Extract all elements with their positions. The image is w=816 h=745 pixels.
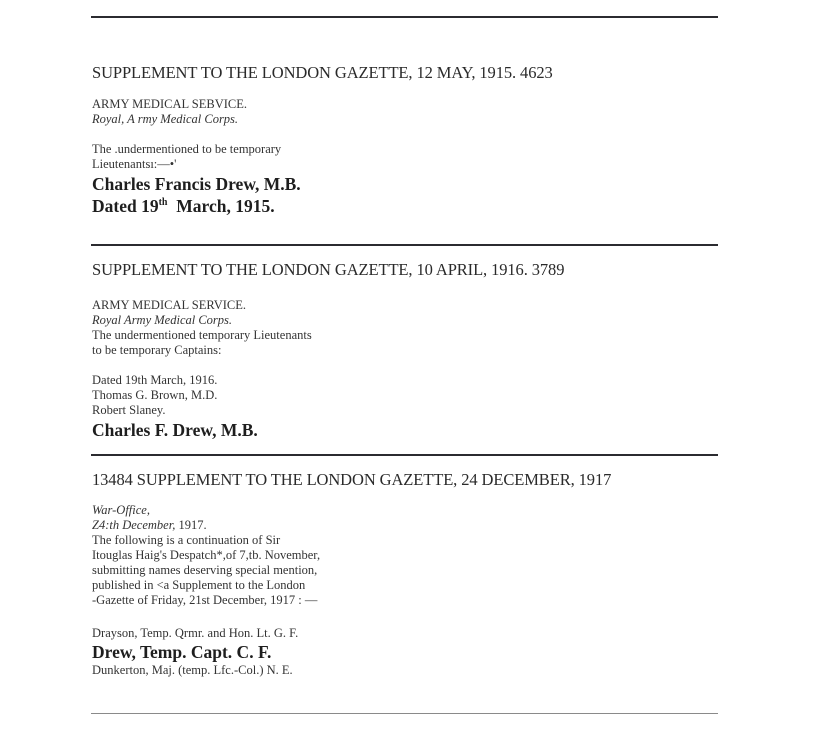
gazette-section-1916 (92, 260, 564, 441)
dated-suffix: March, 1915. (167, 196, 275, 216)
list-line: Drayson, Temp. Qrmr. and Hon. Lt. G. F. (92, 626, 299, 640)
department-title: ARMY MEDICAL SEBVICE. (92, 97, 247, 111)
highlighted-date (92, 195, 553, 217)
highlighted-name: Charles F. Drew, M.B. (92, 420, 258, 440)
section-heading: 13484 SUPPLEMENT TO THE LONDON GAZETTE, 24 DECEMBER, 1917 (92, 470, 612, 489)
corps-title: Royal, A rmy Medical Corps. (92, 112, 239, 126)
body-text-line: -Gazette of Friday, 21st December, 1917 : — (92, 593, 318, 607)
date-line (92, 518, 611, 533)
divider-rule-top (91, 16, 718, 18)
body-text-line: Lieutenantsı:—•' (92, 157, 177, 171)
list-line: Robert Slaney. (92, 403, 166, 417)
department-title: ARMY MEDICAL SERVICE. (92, 298, 246, 312)
body-text-line: The .undermentioned to be temporary (92, 142, 282, 156)
dated-superscript: th (158, 197, 168, 209)
section-heading: SUPPLEMENT TO THE LONDON GAZETTE, 10 APRIL, 1916. 3789 (92, 260, 565, 279)
gazette-section-1917 (92, 470, 611, 678)
divider-rule (91, 454, 718, 456)
body-text-line: Itouglas Haig's Despatch*,of 7,tb. November, (92, 548, 321, 562)
office-title: War-Office, (92, 503, 150, 517)
list-line: Dunkerton, Maj. (temp. Lfc.-Col.) N. E. (92, 663, 293, 677)
list-line: Thomas G. Brown, M.D. (92, 388, 218, 402)
corps-title: Royal Army Medical Corps. (92, 313, 233, 327)
date-year: 1917. (175, 518, 207, 532)
body-text-line: The following is a continuation of Sir (92, 533, 281, 547)
divider-rule (91, 244, 718, 246)
body-text-line: submitting names deserving special mention, (92, 563, 318, 577)
list-line: Dated 19th March, 1916. (92, 373, 218, 387)
gazette-section-1915 (92, 63, 553, 217)
date-italic: Z4:th December, (92, 518, 176, 532)
body-text-line: published in <a Supplement to the London (92, 578, 306, 592)
section-heading: SUPPLEMENT TO THE LONDON GAZETTE, 12 MAY, 1915. 4623 (92, 63, 553, 82)
highlighted-name: Charles Francis Drew, M.B. (92, 174, 301, 194)
dated-prefix: Dated 19 (92, 196, 159, 216)
body-text-line: The undermentioned temporary Lieutenants (92, 328, 312, 342)
divider-rule-bottom (91, 713, 718, 714)
highlighted-name: Drew, Temp. Capt. C. F. (92, 642, 272, 662)
body-text-line: to be temporary Captains: (92, 343, 222, 357)
